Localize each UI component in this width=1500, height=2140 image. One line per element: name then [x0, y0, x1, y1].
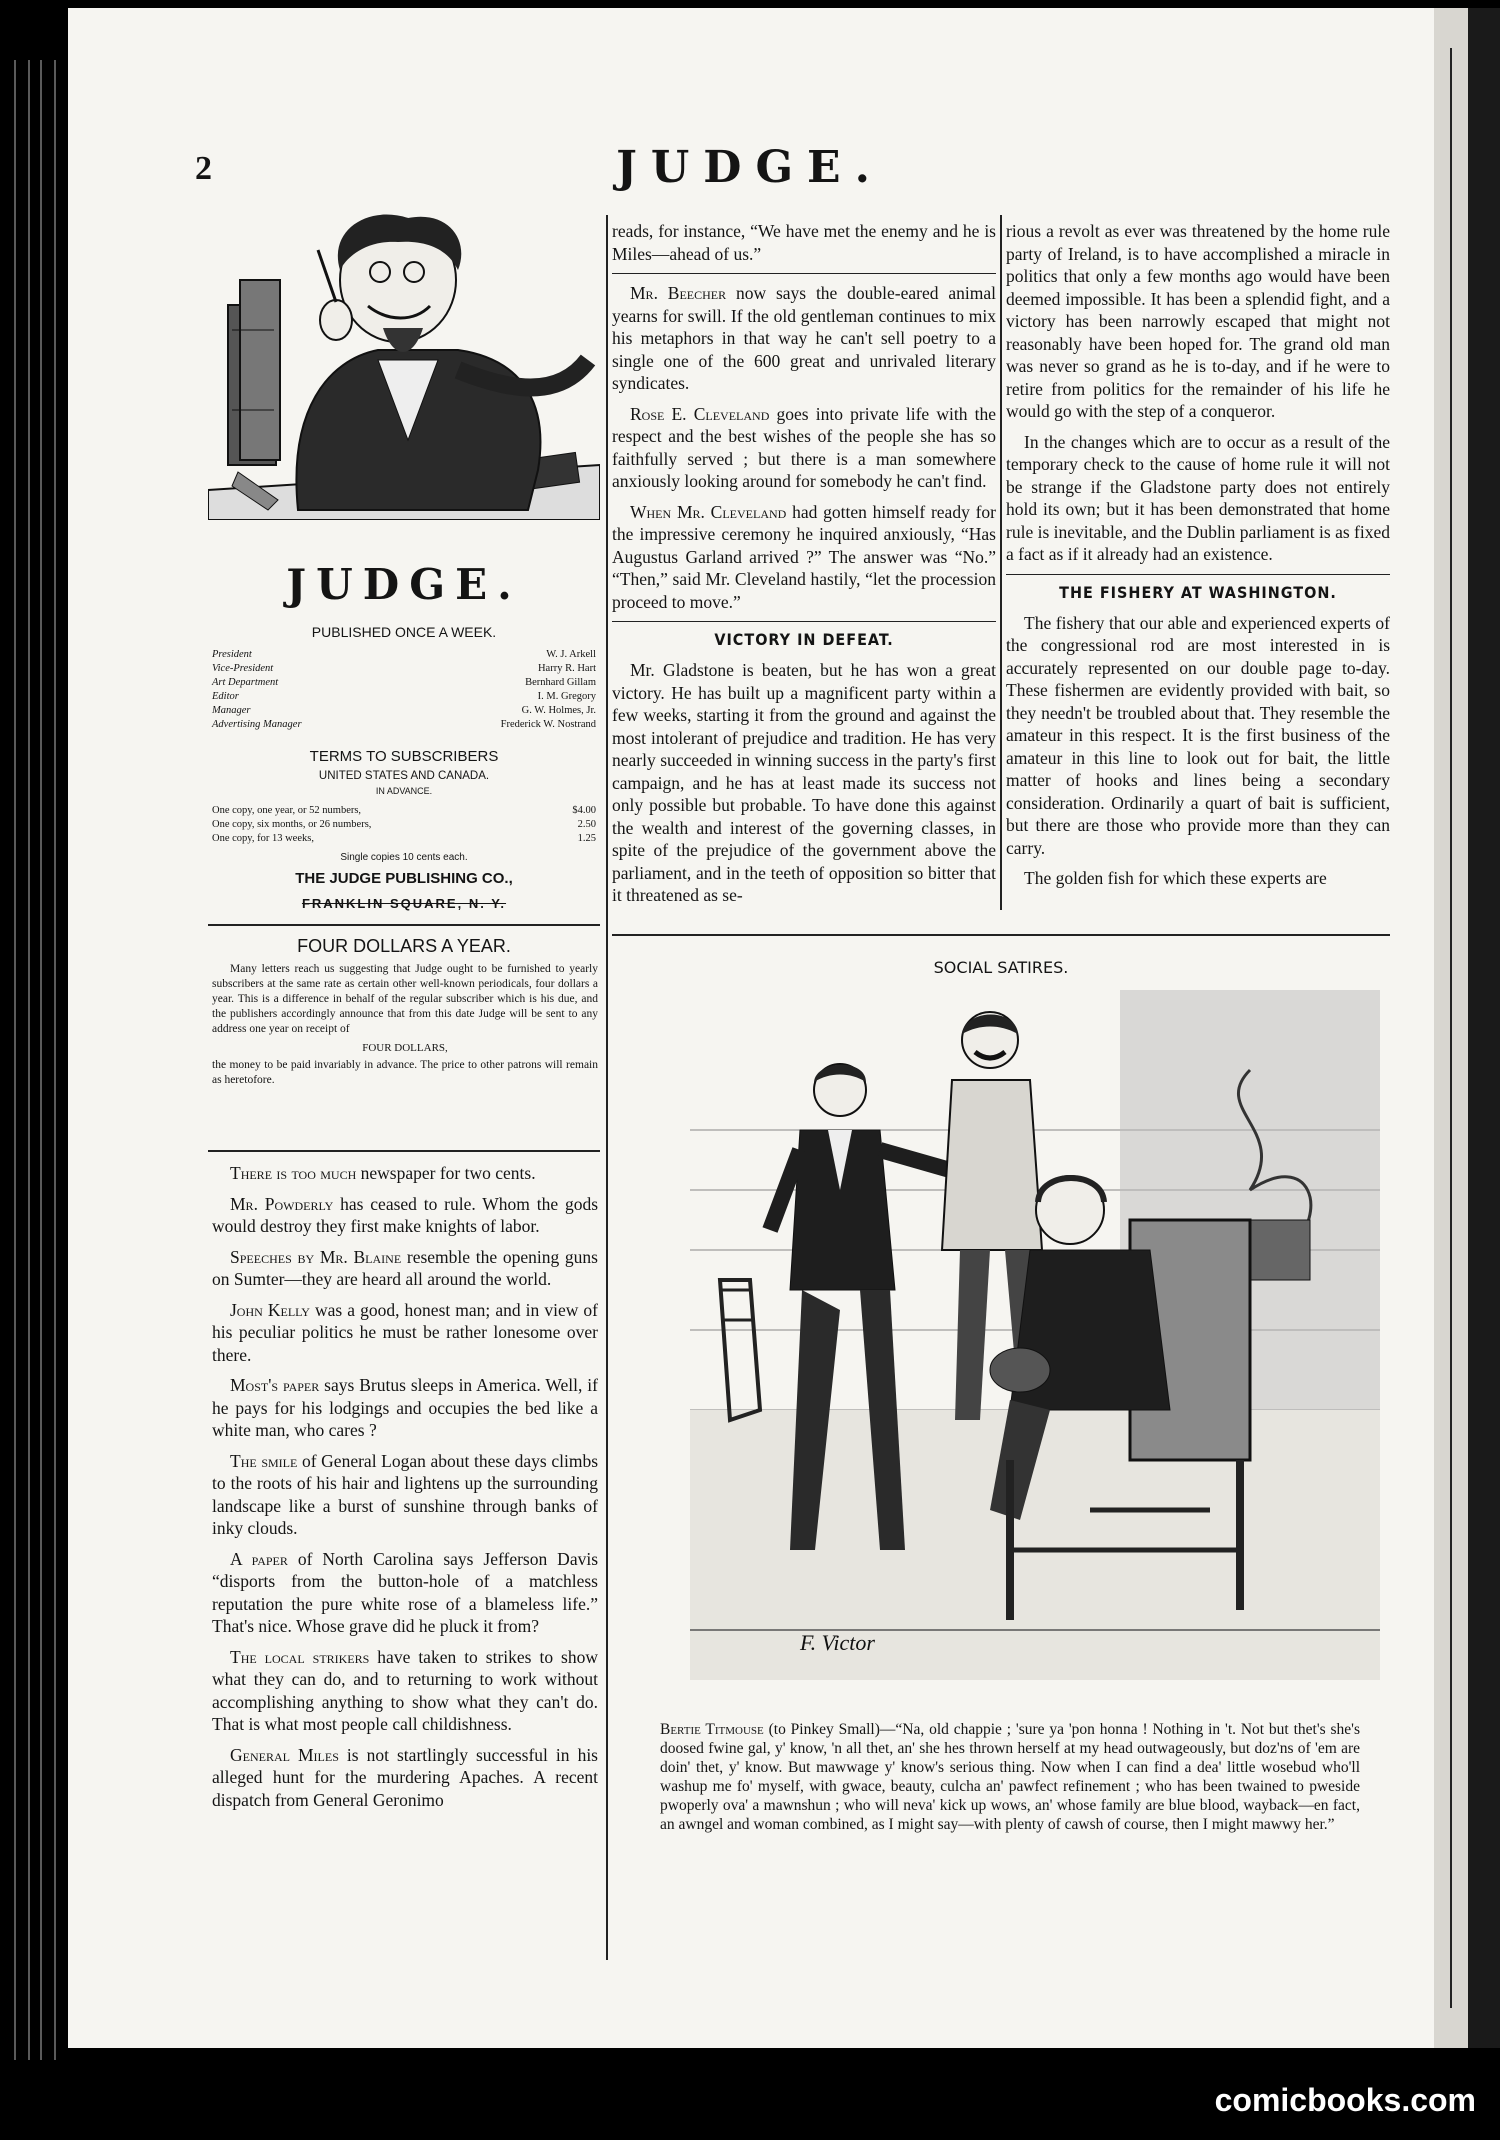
section-divider: [612, 621, 996, 622]
continued-text: rious a revolt as ever was threatened by the home rule party of Ireland, is to have accomplished a miracle in politics that only a few months ago would have been deemed impossible. It has been a splendid fight, and a victory has been narrowly escaped that might not reasonably have been hoped for. The grand old man was never so grand as he is to-day, and if he were to retire from politics for the remainder of his life he would go with the step of a conqueror.: [1006, 221, 1390, 421]
paragraph: Rose E. Cleveland goes into private life with the respect and the best wishes of the people she has so faithfully served ; but there is a man somewhere anxiously looking around for somebody he can't find.: [612, 403, 996, 491]
paragraph: John Kelly was a good, honest man; and in view of his peculiar politics he must be rather lonesome over there.: [212, 1299, 599, 1365]
column-2: [612, 220, 996, 915]
officer-row: Manager G. W. Holmes, Jr.: [212, 705, 596, 716]
social-satires-illustration: [690, 990, 1380, 1680]
continued-text: reads, for instance, “We have met the enemy and he is Miles—ahead of us.”: [612, 221, 996, 264]
terms-advance: IN ADVANCE.: [375, 786, 433, 796]
officer-row: Vice-President Harry R. Hart: [212, 663, 596, 674]
officer-row: Editor I. M. Gregory: [212, 691, 596, 702]
column-divider: [606, 215, 608, 1960]
publisher-name: THE JUDGE PUBLISHING CO.,: [295, 870, 513, 887]
paragraph: Mr. Beecher now says the double-eared animal yearns for swill. If the old gentleman continues to mix his metaphors in that way he can't sell poetry to a single one of the 600 great and unrivaled literary syndicates.: [612, 283, 996, 393]
subscription-rates: [212, 804, 596, 846]
notice-text: Many letters reach us suggesting that Judge ought to be furnished to yearly subscribers at the same rate as certain other well-known periodicals, four dollars a year. This is a difference in behalf of the regular subscriber which is his due, and the publishers accordingly announce that from this date Judge will be sent to any address one year on receipt of: [212, 963, 598, 1035]
paragraph: In the changes which are to occur as a result of the temporary check to the cause of home rule it will not be strange if the Gladstone party does not entirely hold its own; but it has been demonstrated that home rule is inevitable, and the Dublin parliament is as fixed a fact as if it already had an existence.: [1006, 431, 1390, 564]
column-divider: [1000, 215, 1002, 910]
paragraph: Mr. Powderly has ceased to rule. Whom the gods would destroy they first make knights of labor.: [212, 1193, 598, 1236]
paragraph: The fishery that our able and experienced experts of the congressional rod are most interested in is accurately represented on our double page to-day. These fishermen are evidently provided with bait, so they needn't be troubled about that. They resemble the amateur in this respect. It is the first business of the amateur in this line to look out for bait, the little matter of hooks and lines being a secondary consideration. Ordinarily a quart of bait is sufficient, but there are those who provide more than they can carry.: [1006, 612, 1390, 858]
notice-terms: the money to be paid invariably in advance. The price to other patrons will remain as heretofore.: [212, 1059, 598, 1086]
officer-row: Art Department Bernhard Gillam: [212, 677, 596, 688]
column-3: [1006, 220, 1390, 898]
published-weekly: PUBLISHED ONCE A WEEK.: [311, 624, 497, 640]
notice-amount: FOUR DOLLARS,: [362, 1042, 448, 1054]
four-dollars-notice: [212, 962, 598, 1096]
fishery-heading: THE FISHERY AT WASHINGTON.: [1059, 582, 1337, 602]
victory-heading: VICTORY IN DEFEAT.: [714, 630, 894, 649]
caption-speaker: Bertie Titmouse: [660, 1721, 764, 1738]
page-number: 2: [195, 150, 212, 187]
paragraph: Most's paper says Brutus sleeps in America. Well, if he pays for his lodgings and occupies the bed like a white man, who cares ?: [212, 1375, 598, 1440]
publisher-address: FRANKLIN SQUARE, N. Y.: [301, 896, 507, 911]
paragraph: The golden fish for which these experts are: [1024, 868, 1327, 888]
single-copy-price: Single copies 10 cents each.: [340, 852, 468, 863]
officers-list: [212, 648, 596, 732]
paragraph: Speeches by Mr. Blaine resemble the opening guns on Sumter—they are heard all around the world.: [212, 1246, 598, 1289]
column-1-paragraphs: [212, 1162, 598, 1819]
paragraph: A paper of North Carolina says Jefferson Davis “disports from the button-hole of a matchless reputation the pure white rose of a blameless life.” That's nice. Whose grave did he pluck it from?: [212, 1548, 599, 1636]
judge-logo: JUDGE.: [286, 560, 522, 609]
right-dark-margin: [1468, 8, 1500, 2048]
masthead-title: JUDGE.: [616, 142, 884, 193]
illustration-signature: F. Victor: [800, 1630, 875, 1655]
terms-region: UNITED STATES AND CANADA.: [318, 770, 490, 782]
paragraph: When Mr. Cleveland had gotten himself ready for the impressive ceremony he inquired anxiously, “Has Augustus Garland arrived ?” The answer was “No.” “Then,” said Mr. Cleveland hastily, “let the procession proceed to move.”: [612, 501, 996, 612]
rate-row: One copy, one year, or 52 numbers, $4.00: [212, 805, 596, 816]
paragraph: The smile of General Logan about these days climbs to the roots of his hair and lightens up the surrounding landscape like a burst of sunshine through banks of inky clouds.: [212, 1450, 598, 1538]
watermark: comicbooks.com: [1214, 2082, 1476, 2118]
illustration-caption: [660, 1720, 1360, 1834]
illustration-title: SOCIAL SATIRES.: [933, 958, 1069, 977]
rate-row: One copy, six months, or 26 numbers, 2.50: [212, 819, 596, 830]
editor-caricature-illustration: [208, 210, 600, 520]
section-divider: [1006, 574, 1390, 575]
illustration-divider: [612, 934, 1390, 936]
four-dollars-title: FOUR DOLLARS A YEAR.: [297, 936, 511, 956]
paragraph: There is too much newspaper for two cents.: [230, 1163, 536, 1183]
section-divider: [208, 924, 600, 926]
next-page-edge: [1434, 8, 1468, 2048]
paragraph: The local strikers have taken to strikes to show what they can do, and to returning to work without accomplishing anything to show what they can't do. That is what most people call childishness.: [212, 1646, 598, 1734]
terms-title: TERMS TO SUBSCRIBERS: [309, 748, 499, 765]
officer-row: President W. J. Arkell: [212, 649, 596, 660]
book-binding: [0, 0, 68, 2140]
officer-row: Advertising Manager Frederick W. Nostrand: [212, 719, 596, 730]
paragraph: General Miles is not startlingly successful in his alleged hunt for the murdering Apaches. A recent dispatch from General Geronimo: [212, 1744, 598, 1810]
victory-article: Mr. Gladstone is beaten, but he has won a great victory. He has built up a magnificent party within a few weeks, starting it from the ground and against the most intolerant of prejudice and tradition. He has very nearly succeeded in winning success in the party's first campaign, and he has at least made its success not only possible but probable. To have done this against the wealth and interest of the governing classes, in spite of the prejudice of the government above the parliament, and in the teeth of opposition so bitter that it threatened as se-: [612, 660, 996, 905]
rate-row: One copy, for 13 weeks, 1.25: [212, 833, 596, 844]
section-divider: [208, 1150, 600, 1152]
paragraph-divider: [612, 273, 996, 274]
caption-dialogue: (to Pinkey Small)—“Na, old chappie ; 'sure ya 'pon honna ! Nothing in 't. Not but thet's she's doosed fwine gal, y' know, 'n all thet, an' she hes thrown herself at my head outwageously, but doz'ns of 'em are doin' thet, y' know. But mawwage y' know's serious thing. Now when I can find a dea' little wosebud who'll washup me fo' myself, with gwace, beauty, culcha an' pawfect refinement ; who has been twained to pweside pwoperly ova' a mawnshun ; who will neva' kick up wows, an' whose family are blue blood, wayback—en fact, an awngel and woman combined, as I might say—with plenty of cawsh of course, then I might mawwy her.”: [660, 1721, 1360, 1833]
